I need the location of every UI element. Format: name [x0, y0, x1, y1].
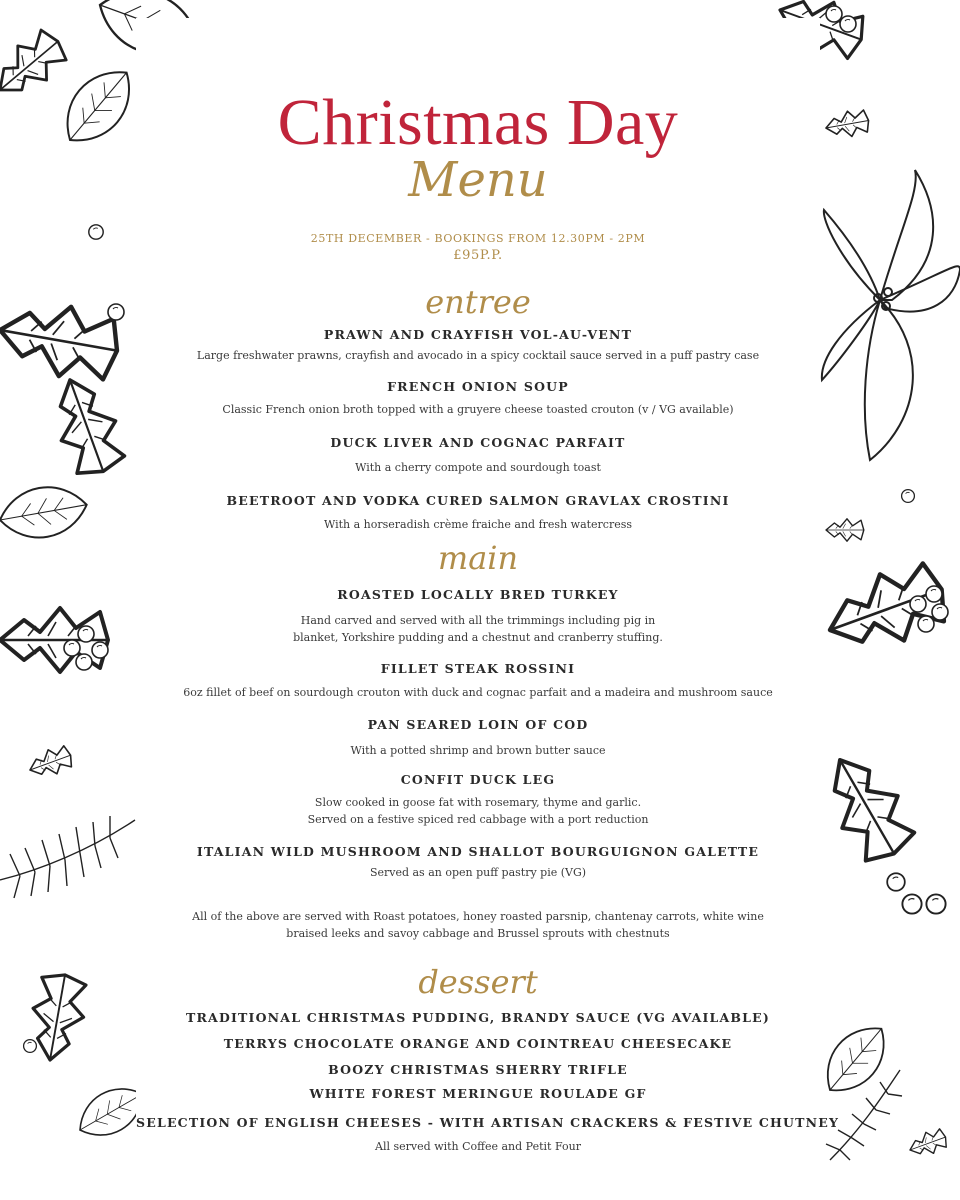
holly-icon [43, 370, 130, 481]
leaf-icon [51, 57, 145, 156]
dish-name: FRENCH ONION SOUP [387, 379, 569, 394]
menu-title: Christmas Day [277, 86, 679, 159]
dish-name: SELECTION OF ENGLISH CHEESES - WITH ARTISAN CRACKERS & FESTIVE CHUTNEY [136, 1115, 840, 1130]
dessert-note: All served with Coffee and Petit Four [375, 1140, 581, 1153]
dish-name: BEETROOT AND VODKA CURED SALMON GRAVLAX CROSTINI [226, 493, 730, 508]
dish-name: PRAWN AND CRAYFISH VOL-AU-VENT [323, 327, 633, 342]
berry-icon [78, 626, 94, 642]
holly-icon [812, 744, 921, 870]
dish-description: Classic French onion broth topped with a gruyere cheese toasted crouton (v / VG available) [222, 403, 734, 416]
berry-icon [108, 304, 124, 320]
berry-icon [902, 490, 915, 503]
dish-name: ITALIAN WILD MUSHROOM AND SHALLOT BOURGUIGNON GALETTE [196, 844, 760, 859]
berry-icon [24, 1040, 37, 1053]
berry-icon [887, 873, 905, 891]
leaf-icon [0, 480, 91, 544]
berry-icon [910, 596, 926, 612]
berry-icon [902, 894, 921, 913]
dish-description: With a potted shrimp and brown butter sauce [350, 744, 606, 757]
holly-icon [824, 108, 871, 141]
berry-icon [826, 6, 842, 22]
price: £95P.P. [453, 248, 503, 263]
dish-description: Large freshwater prawns, crayfish and avocado in a spicy cocktail sauce served in a puff pastry case [196, 349, 760, 362]
dish-description: Served as an open puff pastry pie (VG) [369, 866, 587, 879]
dish-name: BOOZY CHRISTMAS SHERRY TRIFLE [328, 1062, 628, 1077]
dish-description: 6oz fillet of beef on sourdough crouton with duck and cognac parfait and a madeira and mushroom sauce [183, 686, 773, 699]
berry-icon [926, 894, 945, 913]
dish-name: FILLET STEAK ROSSINI [380, 661, 576, 676]
section-heading-main: main [437, 539, 519, 577]
poinsettia-icon [822, 170, 960, 460]
berry-icon [76, 654, 92, 670]
dish-name: CONFIT DUCK LEG [400, 772, 556, 787]
dish-description: With a cherry compote and sourdough toast [355, 461, 601, 474]
holly-icon [906, 1127, 949, 1161]
menu-card [136, 18, 840, 1182]
dish-description: With a horseradish crème fraiche and fresh watercress [323, 518, 633, 531]
berry-icon [926, 586, 942, 602]
booking-info: 25TH DECEMBER - BOOKINGS FROM 12.30PM - 2PM [310, 232, 646, 245]
pine-branch-icon [0, 816, 135, 898]
berry-icon [64, 640, 80, 656]
holly-icon [826, 519, 864, 541]
berry-icon [89, 225, 103, 239]
holly-icon [0, 24, 72, 107]
dish-name: DUCK LIVER AND COGNAC PARFAIT [330, 435, 626, 450]
berry-icon [932, 604, 948, 620]
holly-icon [0, 295, 123, 385]
dish-name: PAN SEARED LOIN OF COD [367, 717, 589, 732]
dish-name: ROASTED LOCALLY BRED TURKEY [337, 587, 619, 602]
dish-description: Slow cooked in goose fat with rosemary, thyme and garlic. Served on a festive spiced red cabbage with a port reduction [307, 796, 649, 826]
dish-description: Hand carved and served with all the trimmings including pig in blanket, Yorkshire pudding and a chestnut and cranberry stuffing. [293, 614, 663, 644]
dish-name: TRADITIONAL CHRISTMAS PUDDING, BRANDY SAUCE (VG AVAILABLE) [185, 1010, 771, 1025]
berry-icon [840, 16, 856, 32]
dish-name: WHITE FOREST MERINGUE ROULADE GF [309, 1086, 647, 1101]
berry-icon [918, 616, 934, 632]
sides-note: All of the above are served with Roast potatoes, honey roasted parsnip, chantenay carrots, white wine braised leeks and savoy cabbage and Brussel sprouts with chestnuts [192, 910, 764, 940]
section-heading-dessert: dessert [418, 963, 538, 1001]
berry-icon [92, 642, 108, 658]
section-heading-entree: entree [425, 283, 531, 321]
dish-name: TERRYS CHOCOLATE ORANGE AND COINTREAU CHEESECAKE [223, 1036, 733, 1051]
holly-icon [26, 743, 75, 782]
menu-subtitle: Menu [408, 152, 548, 208]
